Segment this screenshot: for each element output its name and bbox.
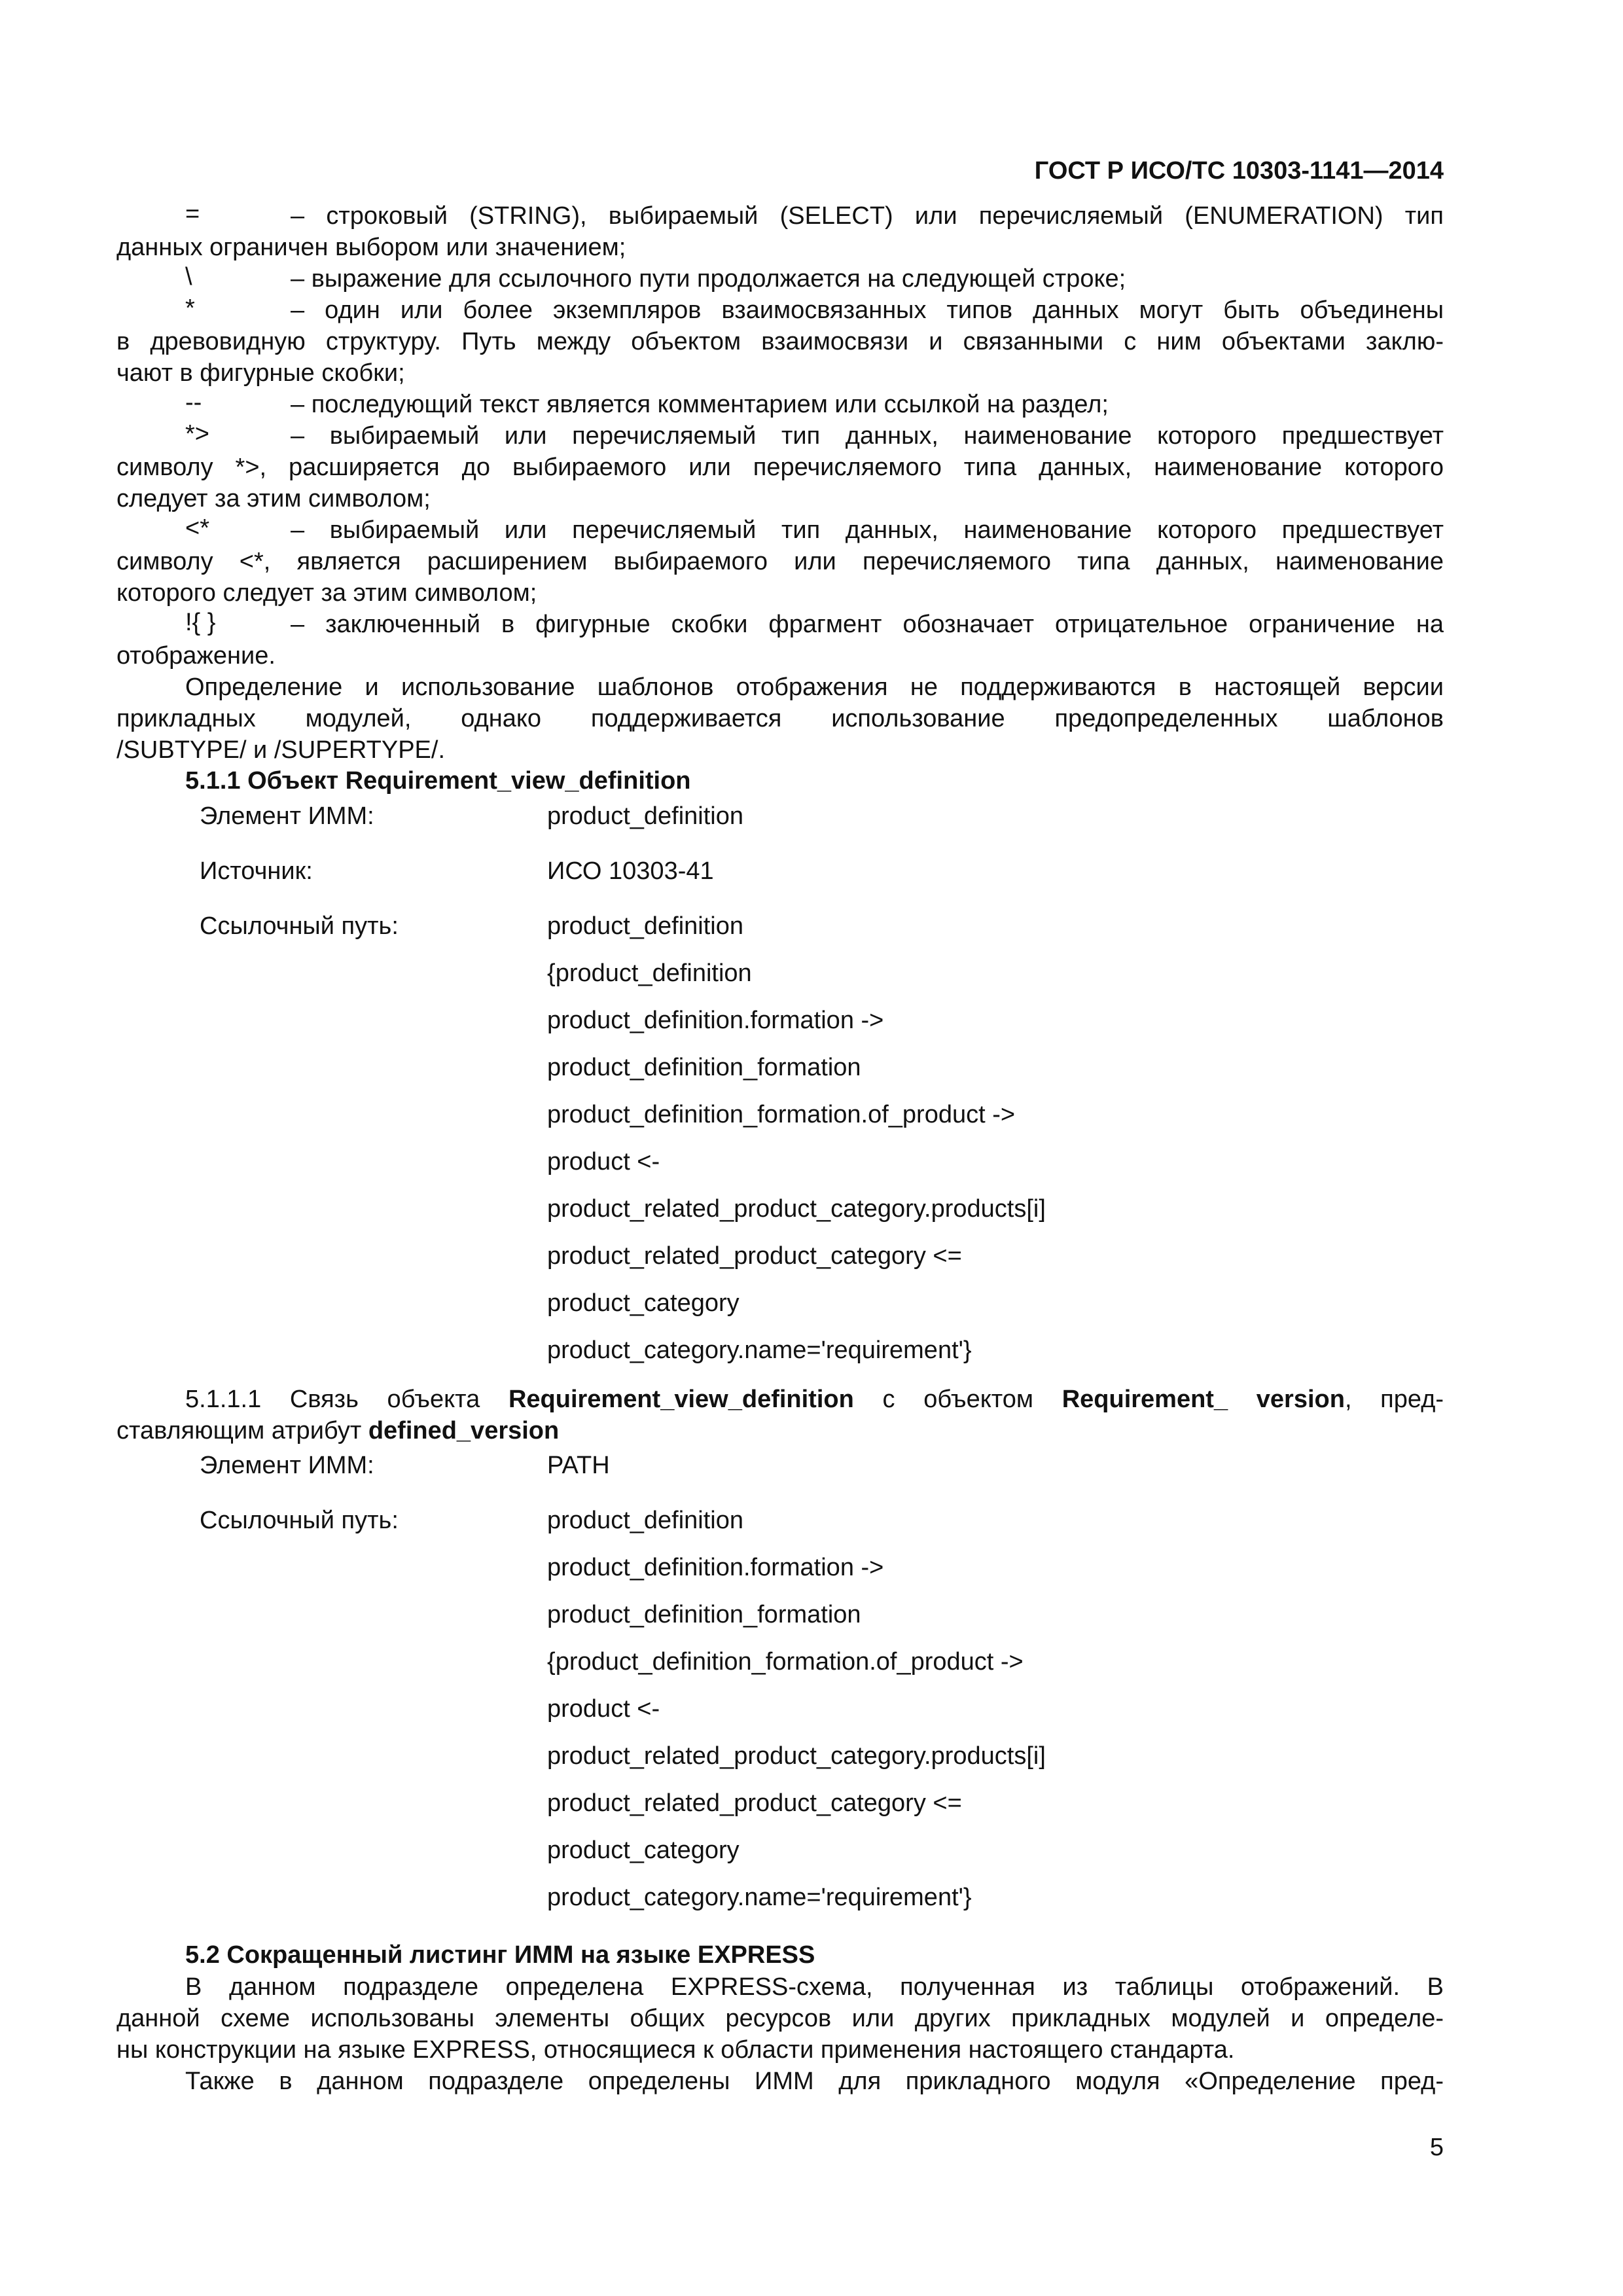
symbol-definition-negation — [116, 609, 1444, 672]
section-5-2-paragraph-1 — [116, 1971, 1444, 2066]
definition-line: – заключенный в фигурные скобки фрагмент обозначает отрицательное ограничение на — [291, 611, 1444, 638]
paragraph-line — [116, 1415, 1444, 1446]
section-5-1-1-1-heading — [116, 1384, 1444, 1446]
path-line: product_related_product_category.products[i] — [547, 1742, 1046, 1770]
symbol-definition-comment — [116, 389, 1444, 420]
symbol: * — [185, 295, 195, 322]
symbol-definition-asterisk — [116, 295, 1444, 389]
path-line: {product_definition_formation.of_product -> — [547, 1648, 1024, 1676]
paragraph-line: Определение и использование шаблонов отображения не поддерживаются в настоящей версии — [185, 673, 1444, 701]
path-line: product_definition.formation -> — [547, 1554, 884, 1581]
object-name: Requirement_ — [1061, 1386, 1228, 1413]
heading-suffix: , пред- — [1344, 1386, 1444, 1413]
paragraph-line — [116, 1384, 1444, 1415]
symbol: <* — [185, 514, 209, 542]
path-line: product_related_product_category.products[i] — [547, 1195, 1046, 1223]
section-5-2-paragraph-2 — [116, 2066, 1444, 2097]
path-line: product_related_product_category <= — [547, 1789, 962, 1817]
aim-element-label: Элемент ИММ: — [200, 802, 374, 830]
definition-line: – выражение для ссылочного пути продолжается на следующей строке; — [291, 265, 1126, 293]
reference-path-label: Ссылочный путь: — [200, 912, 399, 940]
aim-element-value: product_definition — [547, 802, 743, 830]
symbol-definition-equals — [116, 200, 1444, 263]
object-name: Requirement_view_definition — [508, 1386, 854, 1413]
object-name-part: version — [1256, 1386, 1345, 1413]
path-line: product_category.name='requirement'} — [547, 1336, 972, 1364]
paragraph-line: данной схеме использованы элементы общих ресурсов или других прикладных модулей и определе- — [116, 2005, 1444, 2032]
heading-tail — [1257, 1386, 1444, 1413]
symbol: \ — [185, 263, 192, 291]
definition-line: символу <*, является расширением выбираемого или перечисляемого типа данных, наименование — [116, 548, 1444, 575]
path-line: product <- — [547, 1148, 660, 1175]
symbol: *> — [185, 420, 209, 448]
definition-line: – выбираемый или перечисляемый тип данных, наименование которого предшествует — [291, 422, 1444, 450]
templates-paragraph — [116, 672, 1444, 766]
path-line: product <- — [547, 1695, 660, 1723]
section-title-5-1-1: 5.1.1 Объект Requirement_view_definition — [185, 767, 691, 795]
attribute-name: defined_version — [368, 1417, 560, 1444]
definition-line: данных ограничен выбором или значением; — [116, 234, 626, 261]
heading-mid: с объектом — [882, 1386, 1033, 1413]
definition-line: – выбираемый или перечисляемый тип данных, наименование которого предшествует — [291, 516, 1444, 544]
path-line: {product_definition — [547, 960, 752, 987]
path-line: product_definition_formation — [547, 1054, 861, 1081]
path-line: product_category.name='requirement'} — [547, 1884, 972, 1911]
section-title-5-2: 5.2 Сокращенный листинг ИММ на языке EXPRESS — [185, 1941, 815, 1969]
definition-line: в древовидную структуру. Путь между объектом взаимосвязи и связанными с ним объектами заклю- — [116, 328, 1444, 355]
paragraph-line: прикладных модулей, однако поддерживается использование предопределенных шаблонов — [116, 705, 1444, 732]
path-line: product_definition_formation — [547, 1601, 861, 1628]
symbol-definition-extension-of — [116, 514, 1444, 609]
paragraph-line: ны конструкции на языке EXPRESS, относящиеся к области применения настоящего стандарта. — [116, 2036, 1235, 2064]
definition-line: символу *>, расширяется до выбираемого или перечисляемого типа данных, наименование которого — [116, 454, 1444, 481]
definition-line: – один или более экземпляров взаимосвязанных типов данных могут быть объединены — [291, 296, 1444, 324]
paragraph-line: Также в данном подразделе определены ИММ для прикладного модуля «Определение пред- — [185, 2068, 1444, 2095]
symbol: !{ } — [185, 609, 216, 636]
path-line: product_category — [547, 1289, 740, 1317]
symbol: -- — [185, 389, 202, 416]
definition-line: отображение. — [116, 642, 276, 670]
heading-prefix: 5.1.1.1 Связь объекта — [185, 1386, 480, 1413]
path-line: product_definition_formation.of_product -> — [547, 1101, 1016, 1128]
definition-line: – последующий текст является комментарием или ссылкой на раздел; — [291, 391, 1109, 418]
source-value: ИСО 10303-41 — [547, 857, 714, 885]
symbol-definition-extends — [116, 420, 1444, 514]
paragraph-line: /SUBTYPE/ и /SUPERTYPE/. — [116, 736, 445, 764]
paragraph-line: В данном подразделе определена EXPRESS-схема, полученная из таблицы отображений. В — [185, 1973, 1444, 2001]
path-line: product_definition — [547, 1507, 743, 1534]
definition-line: – строковый (STRING), выбираемый (SELECT) или перечисляемый (ENUMERATION) тип — [291, 202, 1444, 230]
path-line: product_related_product_category <= — [547, 1242, 962, 1270]
aim-element-value: PATH — [547, 1452, 610, 1479]
document-header: ГОСТ Р ИСО/ТС 10303-1141—2014 — [1034, 157, 1444, 185]
path-line: product_definition.formation -> — [547, 1007, 884, 1034]
definition-line: чают в фигурные скобки; — [116, 359, 405, 387]
reference-path-label: Ссылочный путь: — [200, 1507, 399, 1534]
aim-element-label: Элемент ИММ: — [200, 1452, 374, 1479]
path-line: product_definition — [547, 912, 743, 940]
definition-line: следует за этим символом; — [116, 485, 431, 512]
page-number: 5 — [1429, 2134, 1444, 2161]
path-line: product_category — [547, 1837, 740, 1864]
heading-line2-prefix: ставляющим атрибут — [116, 1417, 362, 1444]
symbol: = — [185, 200, 200, 228]
symbol-definition-backslash — [116, 263, 1444, 295]
definition-line: которого следует за этим символом; — [116, 579, 537, 607]
source-label: Источник: — [200, 857, 313, 885]
